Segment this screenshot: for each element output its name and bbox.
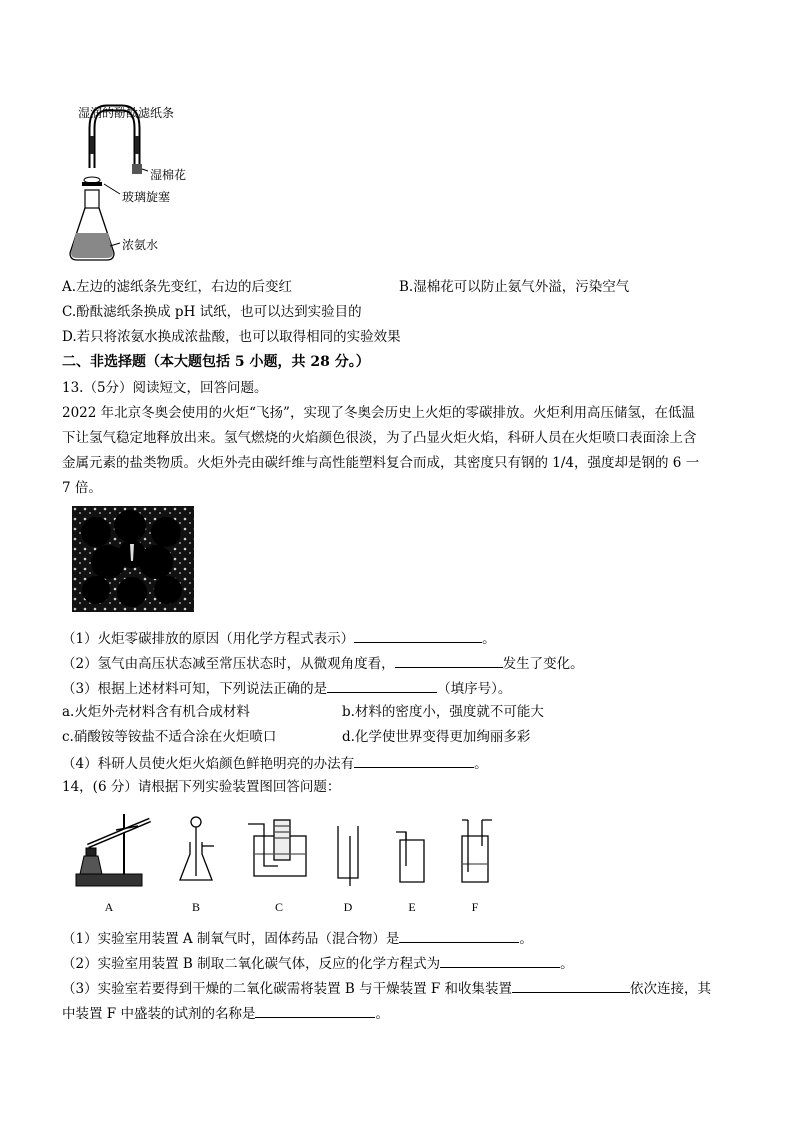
q13-passage-line-1: 2022 年北京冬奥会使用的火炬“飞扬”，实现了冬奥会历史上火炬的零碳排放。火炬利用高压储氢，在低温 [62,405,695,421]
q13-sub-2-text: （2）氢气由高压状态减至常压状态时，从微观角度看， [62,656,395,672]
q13-passage-line-3: 金属元素的盐类物质。火炬外壳由碳纤维与高性能塑料复合而成，其密度只有钢的 1/4，强度却是钢的 6 一 [62,455,700,471]
q13-answer-1-blank[interactable] [354,628,482,643]
label-apparatus-e: E [408,900,416,914]
apparatus-e [396,832,424,882]
label-apparatus-d: D [343,900,353,914]
q13-option-c: c.硝酸铵等铵盐不适合涂在火炬喷口 [62,729,277,745]
q14-sub-3-end: 依次连接，其 [630,981,712,997]
label-apparatus-a: A [104,900,114,914]
q14-sub-3-line-2-end: 。 [375,1006,389,1022]
q13-option-a: a.火炬外壳材料含有机合成材料 [62,704,250,720]
q12-option-b: B.湿棉花可以防止氨气外溢，污染空气 [399,279,630,295]
q14-sub-3-line-2 [62,1003,389,1023]
apparatus-c [248,820,306,876]
q13-sub-3-text: （3）根据上述材料可知，下列说法正确的是 [62,681,328,697]
q13-sub-3 [62,678,511,698]
apparatus-b [180,817,214,880]
q14-sub-2-end: 。 [560,956,574,972]
label-apparatus-c: C [274,900,283,914]
torch-image [72,506,194,612]
q14-sub-3-line-2-text: 中装置 F 中盛装的试剂的名称是 [62,1006,256,1022]
q13-sub-2 [62,653,584,673]
label-apparatus-f: F [471,900,479,914]
label-wet-cotton: 湿棉花 [150,168,187,182]
q14-answer-1-blank[interactable] [399,928,519,943]
q14-sub-2 [62,953,574,973]
q14-sub-1-text: （1）实验室用装置 A 制氧气时，固体药品（混合物）是 [62,931,400,947]
q13-sub-4-end: 。 [474,756,488,772]
q14-sub-1-end: 。 [519,931,533,947]
q13-sub-4-text: （4）科研人员使火炬火焰颜色鲜艳明亮的办法有 [62,756,355,772]
label-conc-ammonia: 浓氨水 [122,238,159,252]
q14-answer-4-blank[interactable] [255,1003,375,1018]
label-glass-stopcock: 玻璃旋塞 [122,190,171,204]
q14-sub-3-text: （3）实验室若要得到干燥的二氧化碳需将装置 B 与干燥装置 F 和收集装置 [62,981,513,997]
q12-option-c: C.酚酞滤纸条换成 pH 试纸，也可以达到实验目的 [62,304,362,320]
q13-passage-line-4: 7 倍。 [62,480,102,496]
q13-passage-line-2: 下让氢气稳定地释放出来。氢气燃烧的火焰颜色很淡，为了凸显火炬火焰，科研人员在火炬喷口表面涂上含 [62,430,697,446]
apparatus-d [338,826,358,886]
q13-sub-3-end: （填序号）。 [437,681,512,697]
ammonia-diffusion-figure [62,98,202,268]
q13-option-b: b.材料的密度小，强度就不可能大 [342,704,544,720]
apparatus-a [76,814,150,886]
q13-sub-4 [62,753,488,773]
label-apparatus-b: B [191,900,200,914]
q13-sub-2-end: 发生了变化。 [502,656,584,672]
q13-stem: 13.（5分）阅读短文，回答问题。 [62,380,268,396]
q14-stem: 14，(6 分）请根据下列实验装置图回答问题： [62,779,341,795]
q13-answer-2-blank[interactable] [395,653,503,668]
q14-answer-3-blank[interactable] [512,978,630,993]
q14-sub-2-text: （2）实验室用装置 B 制取二氧化碳气体，反应的化学方程式为 [62,956,441,972]
q14-sub-3 [62,978,711,998]
q12-option-d: D.若只将浓氨水换成浓盐酸，也可以取得相同的实验效果 [62,329,401,345]
label-phenolphthalein-strip: 湿润的酚酞滤纸条 [78,106,175,120]
apparatus-diagrams [68,806,508,898]
q13-answer-3-blank[interactable] [327,678,437,693]
q13-sub-1 [62,628,496,648]
lab-apparatus-figure [68,806,508,918]
q14-answer-2-blank[interactable] [440,953,560,968]
q13-sub-1-text: （1）火炬零碳排放的原因（用化学方程式表示） [62,631,355,647]
q13-answer-4-blank[interactable] [354,753,474,768]
q12-option-a: A.左边的滤纸条先变红，右边的后变红 [62,279,293,295]
section-2-title: 二、非选择题（本大题包括 5 小题，共 28 分。） [62,354,370,370]
q13-option-d: d.化学使世界变得更加绚丽多彩 [342,729,531,745]
apparatus-f [462,820,492,882]
q13-sub-1-end: 。 [482,631,496,647]
q14-sub-1 [62,928,533,948]
